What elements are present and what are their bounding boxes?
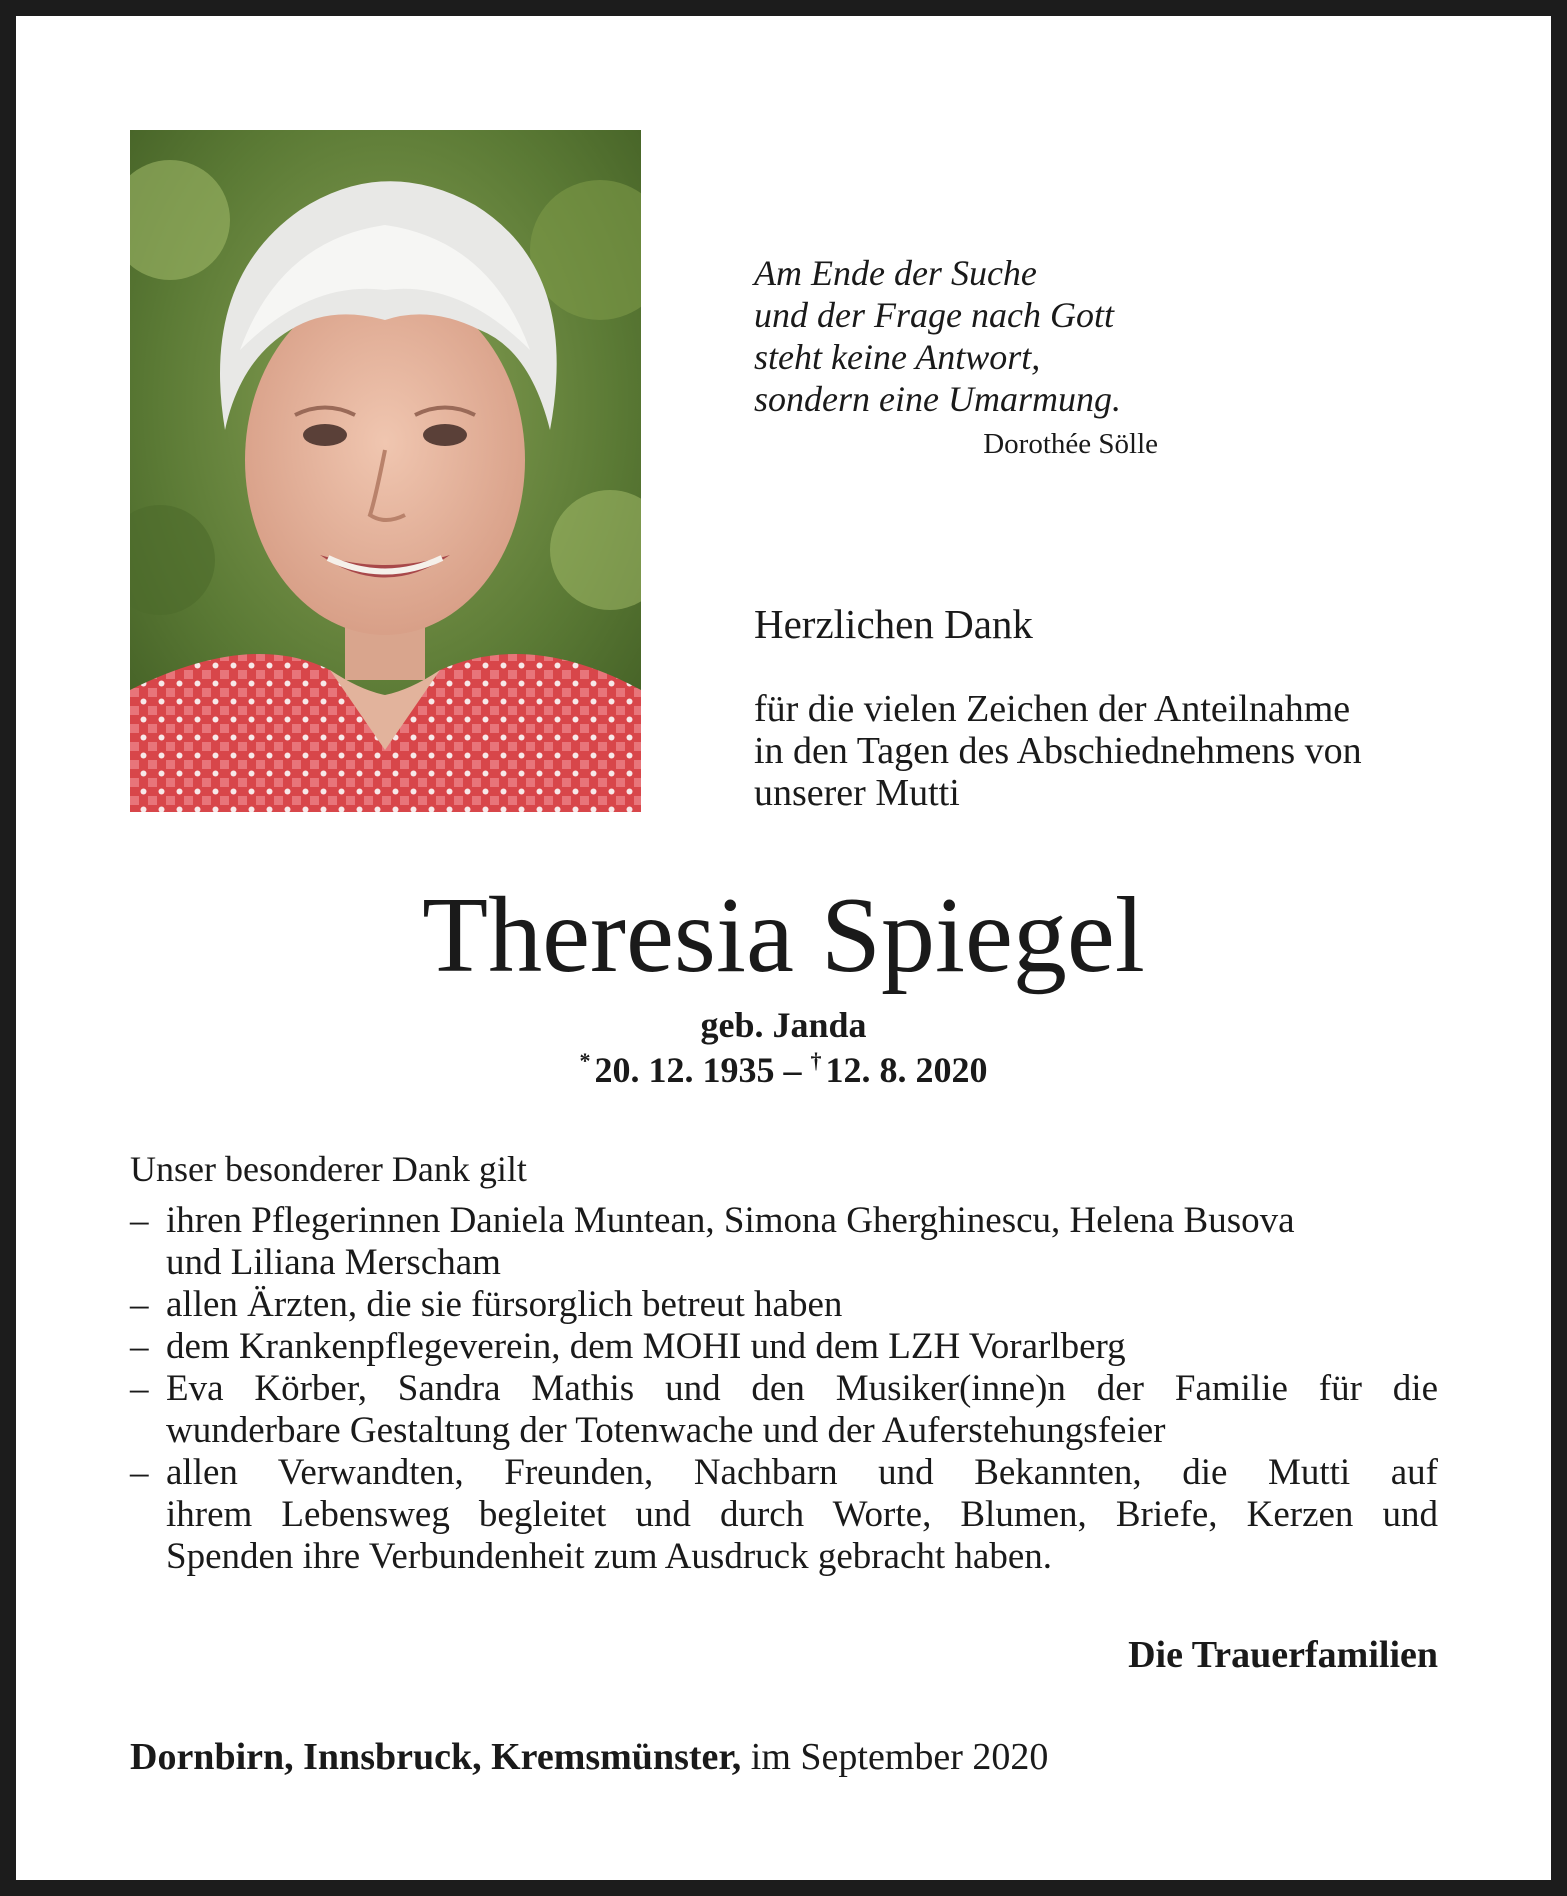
- special-thanks-intro: Unser besonderer Dank gilt: [130, 1149, 527, 1189]
- list-item-line: allen Verwandten, Freunden, Nachbarn und Bekannten, die Mutti auf: [166, 1452, 1438, 1493]
- places: Dornbirn, Innsbruck, Kremsmünster,: [130, 1736, 742, 1778]
- quote-line: steht keine Antwort,: [754, 337, 1041, 377]
- portrait-photo: [130, 130, 641, 812]
- thanks-line: für die vielen Zeichen der Anteilnahme: [754, 688, 1351, 730]
- life-dates: [0, 1048, 1567, 1091]
- quote-line: Am Ende der Suche: [754, 253, 1037, 293]
- list-dash: –: [130, 1452, 149, 1493]
- birth-symbol: *: [579, 1048, 591, 1073]
- date-separator: –: [783, 1050, 802, 1090]
- list-item-line: allen Ärzten, die sie fürsorglich betreut haben: [166, 1284, 843, 1325]
- list-dash: –: [130, 1326, 149, 1367]
- list-item: [130, 1326, 1438, 1368]
- list-item-line: ihren Pflegerinnen Daniela Muntean, Simona Gherghinescu, Helena Busova: [166, 1200, 1295, 1241]
- maiden-name: geb. Janda: [700, 1005, 867, 1045]
- list-dash: –: [130, 1200, 149, 1241]
- thanks-heading: Herzlichen Dank: [754, 601, 1033, 647]
- list-item: [130, 1452, 1438, 1578]
- list-item-line: dem Krankenpflegeverein, dem MOHI und dem LZH Vorarlberg: [166, 1326, 1126, 1367]
- list-dash: –: [130, 1284, 149, 1325]
- list-item-line: Eva Körber, Sandra Mathis und den Musiker(inne)n der Familie für die: [166, 1368, 1438, 1409]
- list-item-line: wunderbare Gestaltung der Totenwache und der Auferstehungsfeier: [166, 1410, 1166, 1451]
- quote-line: sondern eine Umarmung.: [754, 379, 1121, 419]
- thanks-line: unserer Mutti: [754, 772, 960, 814]
- place-and-date: [130, 1735, 1048, 1779]
- list-item-line: und Liliana Merscham: [166, 1242, 501, 1283]
- closing-date: im September 2020: [750, 1736, 1049, 1778]
- list-item: [130, 1368, 1438, 1452]
- birth-date: 20. 12. 1935: [594, 1050, 775, 1090]
- list-item-line: ihrem Lebensweg begleitet und durch Worte, Blumen, Briefe, Kerzen und: [166, 1494, 1438, 1535]
- quote-author: Dorothée Sölle: [983, 428, 1158, 460]
- portrait-illustration: [130, 130, 641, 812]
- signature: Die Trauerfamilien: [1128, 1634, 1438, 1676]
- list-dash: –: [130, 1368, 149, 1409]
- special-thanks-list: [130, 1200, 1438, 1578]
- list-item: [130, 1284, 1438, 1326]
- quote: [754, 252, 1314, 420]
- quote-line: und der Frage nach Gott: [754, 295, 1114, 335]
- list-item-line: Spenden ihre Verbundenheit zum Ausdruck gebracht haben.: [166, 1536, 1053, 1577]
- thanks-text: [754, 688, 1474, 814]
- death-date: 12. 8. 2020: [825, 1050, 988, 1090]
- thanks-line: in den Tagen des Abschiednehmens von: [754, 730, 1362, 772]
- death-symbol: †: [810, 1048, 822, 1073]
- deceased-name: Theresia Spiegel: [422, 876, 1145, 995]
- list-item: [130, 1200, 1438, 1284]
